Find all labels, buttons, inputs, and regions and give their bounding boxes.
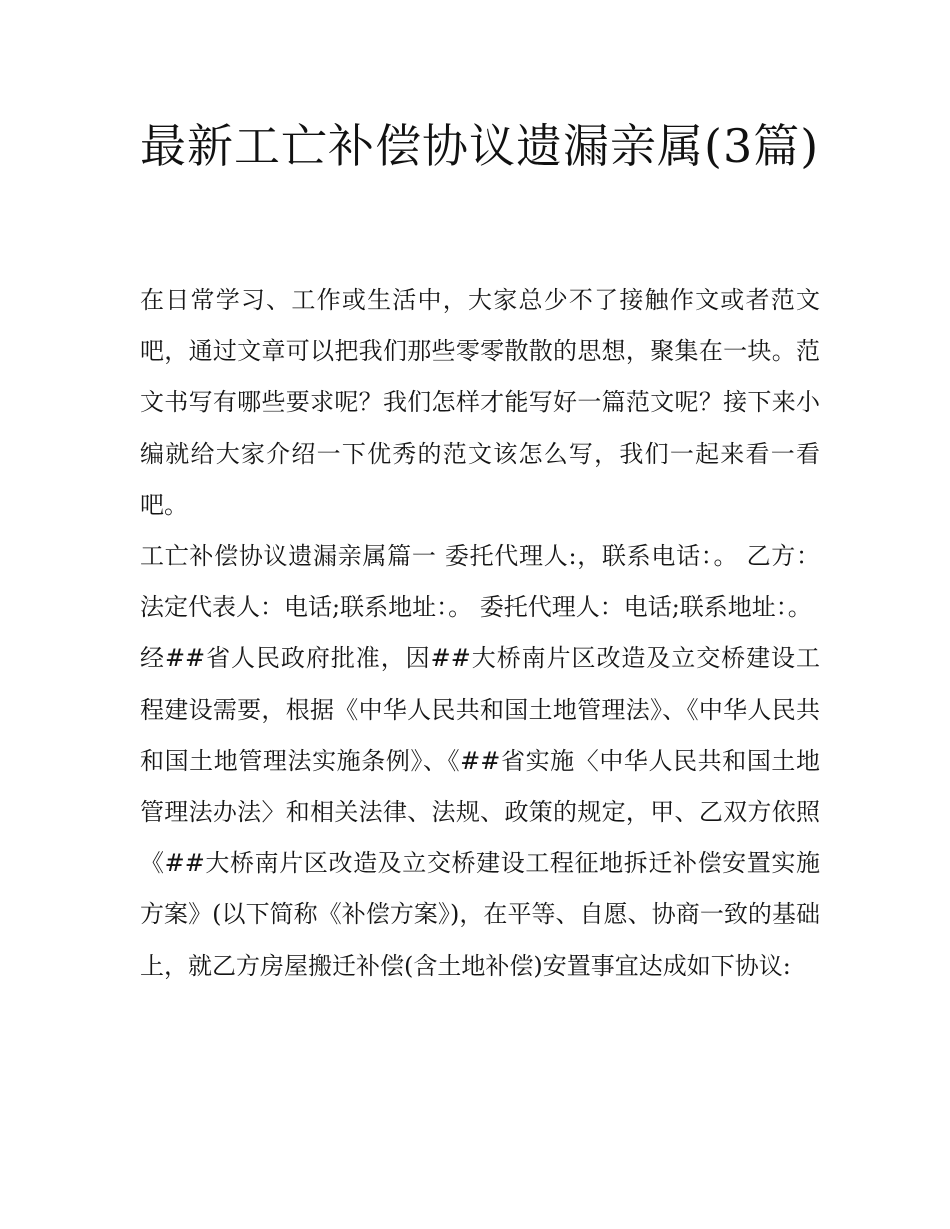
- agreement-basis-paragraph: 经##省人民政府批准，因##大桥南片区改造及立交桥建设工程建设需要，根据《中华人民共和国土地管理法》、《中华人民共和国土地管理法实施条例》、《##省实施〈中华人民共和国土地管理法办法〉和相关法律、法规、政策的规定，甲、乙双方依照《##大桥南片区改造及立交桥建设工程征地拆迁补偿安置实施方案》(以下简称《补偿方案》)，在平等、自愿、协商一致的基础上，就乙方房屋搬迁补偿(含土地补偿)安置事宜达成如下协议:: [140, 644, 820, 980]
- document-body: [140, 275, 820, 992]
- intro-paragraph: 在日常学习、工作或生活中，大家总少不了接触作文或者范文吧，通过文章可以把我们那些零零散散的思想，聚集在一块。范文书写有哪些要求呢？我们怎样才能写好一篇范文呢？接下来小编就给大家介绍一下优秀的范文该怎么写，我们一起来看一看吧。: [140, 286, 820, 519]
- document-title: 最新工亡补偿协议遗漏亲属(3篇): [140, 119, 820, 173]
- agreement-parties-paragraph: 工亡补偿协议遗漏亲属篇一 委托代理人:，联系电话：。 乙方： 法定代表人：电话;联系地址：。 委托代理人：电话;联系地址：。: [140, 542, 820, 622]
